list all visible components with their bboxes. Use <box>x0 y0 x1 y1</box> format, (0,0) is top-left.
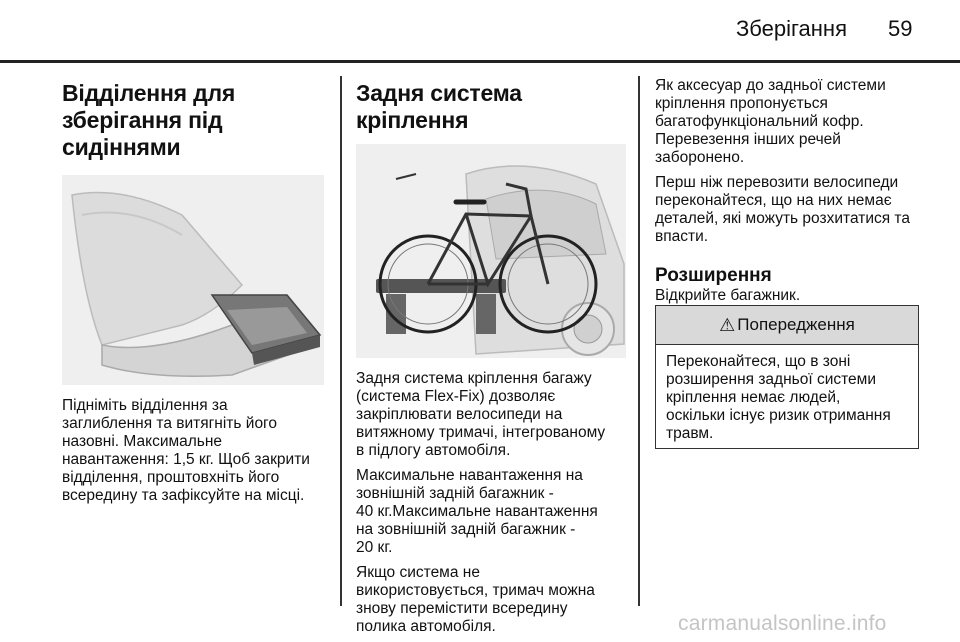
column-divider-1 <box>340 76 342 606</box>
warning-triangle-icon: ⚠ <box>719 314 736 335</box>
middle-p3-line-2: використовується, тримач можна <box>356 582 595 599</box>
warning-line-1: Переконайтеся, що в зоні <box>666 353 851 370</box>
seat-drawer-illustration <box>62 175 324 385</box>
page-number: 59 <box>888 16 913 41</box>
left-heading-line-2: зберігання під сидіннями <box>62 107 223 160</box>
warning-line-3: кріплення немає людей, <box>666 389 841 406</box>
middle-p1-line-3: закріплювати велосипеди на <box>356 406 563 423</box>
bike-carrier-illustration <box>356 144 626 358</box>
middle-p3-line-1: Якщо система не <box>356 564 480 581</box>
right-p1-line-3: багатофункціональний кофр. <box>655 113 864 130</box>
right-p2-line-2: переконайтеся, що на них немає <box>655 192 892 209</box>
seat-drawer-illustration-icon <box>62 175 324 385</box>
middle-p1-line-4: витяжному тримачі, інтегрованому <box>356 424 606 441</box>
warning-header <box>656 306 918 345</box>
column-divider-2 <box>638 76 640 606</box>
left-text-line-4: навантаження: 1,5 кг. Щоб закрити <box>62 451 310 468</box>
middle-p2-line-3: 40 кг.Максимальне навантаження <box>356 503 598 520</box>
left-text-line-2: заглиблення та витягніть його <box>62 415 277 432</box>
warning-title: Попередження <box>737 315 855 334</box>
right-p2-line-4: впасти. <box>655 228 709 245</box>
warning-box <box>655 305 919 449</box>
left-text-line-5: відділення, проштовхніть його <box>62 469 280 486</box>
middle-p2-line-4: на зовнішній задній багажник - <box>356 521 576 538</box>
middle-p1-line-5: в підлогу автомобіля. <box>356 442 511 459</box>
middle-heading: Задня система кріплення <box>356 80 522 133</box>
middle-p2-line-1: Максимальне навантаження на <box>356 467 583 484</box>
right-column <box>655 77 955 305</box>
middle-p1-line-2: (система Flex-Fix) дозволяє <box>356 388 556 405</box>
right-p2-line-3: деталей, які можуть розхитатися та <box>655 210 910 227</box>
header-rule <box>0 60 960 63</box>
warning-line-5: травм. <box>666 425 714 442</box>
right-p1-line-2: кріплення пропонується <box>655 95 828 112</box>
left-text-line-6: всередину та зафіксуйте на місці. <box>62 487 305 504</box>
middle-p3-line-4: полика автомобіля. <box>356 618 496 635</box>
right-p1-line-1: Як аксесуар до задньої системи <box>655 77 886 94</box>
middle-paragraph-1 <box>356 370 636 460</box>
section-title: Зберігання <box>736 16 847 41</box>
middle-p3-line-3: знову перемістити всередину <box>356 600 568 617</box>
warning-text <box>656 345 918 451</box>
left-text-line-3: назовні. Максимальне <box>62 433 223 450</box>
right-p1-line-5: заборонено. <box>655 149 745 166</box>
right-p1-line-4: Перевезення інших речей <box>655 131 841 148</box>
watermark: carmanualsonline.info <box>678 612 887 635</box>
warning-line-2: розширення задньої системи <box>666 371 876 388</box>
left-column <box>62 80 332 505</box>
middle-paragraph-2 <box>356 467 636 557</box>
middle-column <box>356 80 636 636</box>
warning-line-4: оскільки існує ризик отримання <box>666 407 891 424</box>
right-paragraph-1 <box>655 77 955 167</box>
left-heading-line-1: Відділення для <box>62 80 236 106</box>
middle-paragraph-3 <box>356 564 636 636</box>
middle-p2-line-2: зовнішній задній багажник - <box>356 485 554 502</box>
left-body-text <box>62 397 332 505</box>
extension-text: Відкрийте багажник. <box>655 287 801 304</box>
middle-p2-line-5: 20 кг. <box>356 539 393 556</box>
page-header <box>0 0 960 60</box>
left-text-line-1: Підніміть відділення за <box>62 397 228 414</box>
rear-bike-carrier-illustration-icon <box>356 144 626 358</box>
right-paragraph-2 <box>655 174 955 246</box>
middle-p1-line-1: Задня система кріплення багажу <box>356 370 592 387</box>
extension-subheading: Розширення <box>655 265 772 286</box>
left-heading <box>62 80 332 161</box>
right-p2-line-1: Перш ніж перевозити велосипеди <box>655 174 899 191</box>
